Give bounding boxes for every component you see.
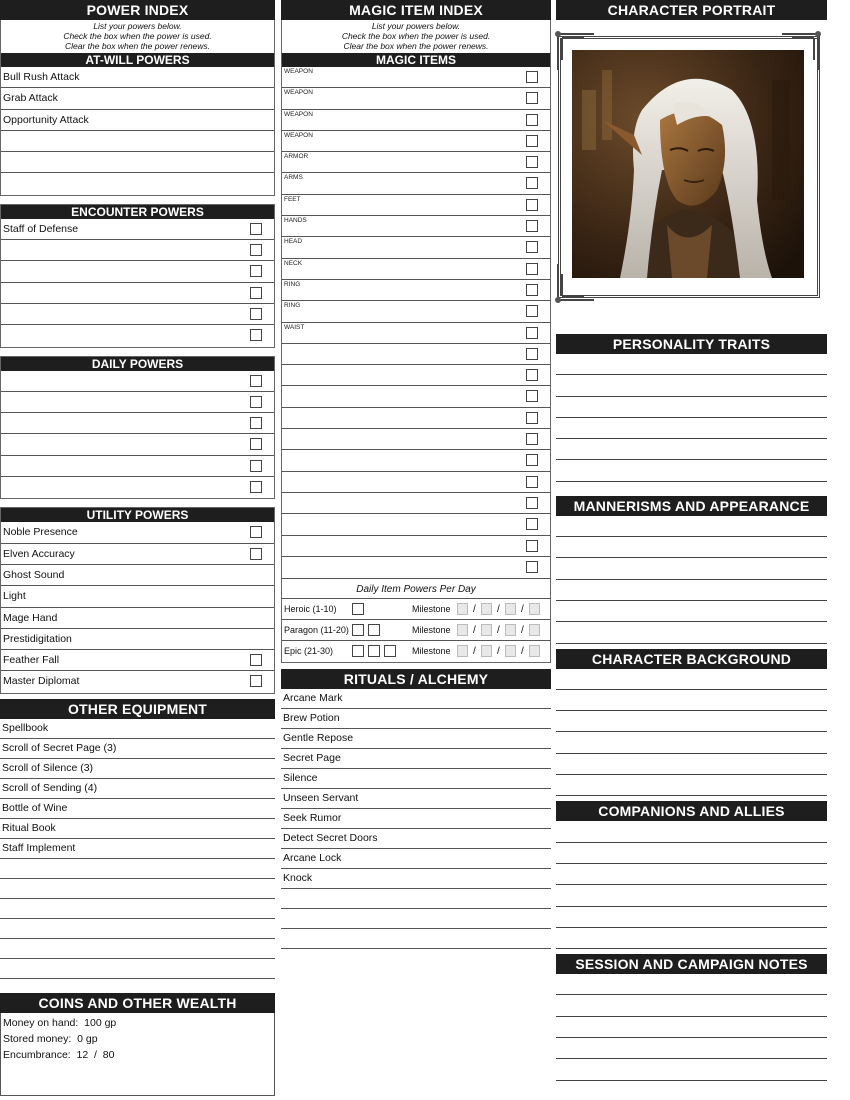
ritual-row[interactable] [281, 729, 551, 749]
used-checkbox[interactable] [250, 329, 262, 341]
equipment-row[interactable] [0, 759, 275, 779]
magic-item-row[interactable] [282, 195, 550, 216]
ritual-name: Silence [283, 772, 318, 785]
milestone-label: Milestone [412, 646, 451, 657]
encounter-power-row[interactable] [1, 219, 274, 240]
daily-power-row[interactable] [1, 477, 274, 498]
equipment-row[interactable] [0, 819, 275, 839]
daily-power-row[interactable] [1, 371, 274, 392]
character-details-column [556, 0, 827, 1100]
magic-item-row[interactable] [282, 237, 550, 258]
item-slot-label: HEAD [284, 238, 303, 246]
used-checkbox[interactable] [526, 390, 538, 402]
ritual-name: Seek Rumor [283, 812, 342, 825]
milestone-box[interactable] [481, 624, 492, 636]
at-will-powers-list [1, 67, 274, 195]
daily-power-row[interactable] [1, 413, 274, 434]
ritual-name: Detect Secret Doors [283, 832, 378, 845]
item-slot-label: WEAPON [284, 131, 313, 139]
used-checkbox[interactable] [526, 71, 538, 83]
magic-item-row[interactable] [282, 323, 550, 344]
separator: / [473, 604, 476, 616]
at-will-power-row[interactable] [1, 152, 274, 173]
item-slot-label: FEET [284, 195, 301, 203]
used-checkbox[interactable] [526, 114, 538, 126]
encounter-power-row[interactable] [1, 283, 274, 304]
magic-item-instructions [282, 20, 550, 53]
session-notes-title: SESSION AND CAMPAIGN NOTES [556, 954, 827, 974]
equipment-row[interactable] [0, 719, 275, 739]
used-checkbox[interactable] [250, 675, 262, 687]
magic-item-row[interactable] [282, 216, 550, 237]
item-slot-label: HANDS [284, 217, 307, 225]
magic-item-row[interactable] [282, 131, 550, 152]
mannerisms-lines[interactable] [556, 516, 827, 644]
magic-item-row[interactable] [282, 344, 550, 365]
utility-power-row[interactable] [1, 671, 274, 692]
milestone-label: Milestone [412, 604, 451, 615]
companions-lines[interactable] [556, 821, 827, 949]
equipment-name: Scroll of Silence (3) [2, 761, 94, 774]
ritual-name: Knock [283, 872, 313, 885]
equipment-name: Ritual Book [2, 821, 56, 834]
equipment-row[interactable] [0, 839, 275, 859]
separator: / [497, 625, 500, 637]
instruction-line: Check the box when the power is used. [341, 31, 491, 41]
encounter-power-row[interactable] [1, 240, 274, 261]
ritual-name: Gentle Repose [283, 732, 354, 745]
encounter-power-row[interactable] [1, 304, 274, 325]
magic-item-row[interactable] [282, 365, 550, 386]
utility-powers-box [0, 507, 275, 693]
daily-power-row[interactable] [1, 392, 274, 413]
separator: / [521, 604, 524, 616]
equipment-row[interactable] [0, 879, 275, 899]
encounter-power-row[interactable] [1, 325, 274, 346]
tier-label: Epic (21-30) [284, 646, 334, 657]
daily-use-checkbox[interactable] [368, 624, 380, 636]
used-checkbox[interactable] [526, 327, 538, 339]
character-background-lines[interactable] [556, 669, 827, 797]
milestone-box[interactable] [481, 603, 492, 615]
power-name: Noble Presence [3, 526, 78, 539]
milestone-box[interactable] [529, 645, 540, 657]
used-checkbox[interactable] [526, 412, 538, 424]
item-slot-label: NECK [284, 259, 303, 267]
money-on-hand[interactable]: Money on hand: 100 gp [3, 1016, 117, 1029]
equipment-row[interactable] [0, 919, 275, 939]
used-checkbox[interactable] [526, 348, 538, 360]
wealth-box [0, 1013, 275, 1096]
used-checkbox[interactable] [250, 244, 262, 256]
at-will-power-row[interactable] [1, 173, 274, 194]
item-slot-label: ARMS [284, 174, 303, 182]
utility-power-row[interactable] [1, 565, 274, 586]
power-index-instructions [1, 20, 274, 53]
character-portrait-title: CHARACTER PORTRAIT [556, 0, 827, 20]
utility-power-row[interactable] [1, 650, 274, 671]
daily-powers-box [0, 356, 275, 500]
equipment-row[interactable] [0, 939, 275, 959]
daily-power-row[interactable] [1, 434, 274, 455]
equipment-row[interactable] [0, 779, 275, 799]
ritual-row[interactable] [281, 909, 551, 929]
instruction-line: Clear the box when the power renews. [64, 41, 211, 51]
personality-traits-lines[interactable] [556, 354, 827, 482]
milestone-box[interactable] [457, 624, 468, 636]
daily-use-checkbox[interactable] [352, 603, 364, 615]
daily-power-row[interactable] [1, 456, 274, 477]
used-checkbox[interactable] [526, 433, 538, 445]
used-checkbox[interactable] [250, 375, 262, 387]
instruction-line: List your powers below. [371, 21, 461, 31]
instruction-line: Check the box when the power is used. [63, 31, 212, 41]
power-name: Bull Rush Attack [3, 71, 80, 83]
used-checkbox[interactable] [526, 561, 538, 573]
magic-item-row[interactable] [282, 386, 550, 407]
magic-item-row[interactable] [282, 301, 550, 322]
used-checkbox[interactable] [526, 177, 538, 189]
magic-items-list [282, 67, 550, 578]
used-checkbox[interactable] [526, 454, 538, 466]
separator: / [521, 625, 524, 637]
magic-items-header: MAGIC ITEMS [282, 53, 550, 67]
used-checkbox[interactable] [250, 417, 262, 429]
ritual-row[interactable] [281, 689, 551, 709]
other-equipment-list [0, 719, 275, 979]
item-slot-label: WEAPON [284, 68, 313, 75]
milestone-box[interactable] [505, 645, 516, 657]
tier-row-paragon [282, 620, 550, 641]
personality-traits-title: PERSONALITY TRAITS [556, 334, 827, 354]
encounter-power-row[interactable] [1, 261, 274, 282]
equipment-row[interactable] [0, 859, 275, 879]
instruction-line: List your powers below. [93, 21, 182, 31]
magic-item-row[interactable] [282, 450, 550, 471]
milestone-box[interactable] [505, 624, 516, 636]
instruction-line: Clear the box when the power renews. [343, 41, 489, 51]
used-checkbox[interactable] [250, 265, 262, 277]
used-checkbox[interactable] [526, 540, 538, 552]
ritual-row[interactable] [281, 889, 551, 909]
encumbrance[interactable]: Encumbrance: 12 / 80 [3, 1048, 115, 1061]
tier-row-heroic [282, 599, 550, 620]
milestone-box[interactable] [481, 645, 492, 657]
milestone-box[interactable] [457, 603, 468, 615]
rituals-list [281, 689, 551, 949]
power-name: Master Diplomat [3, 675, 80, 688]
used-checkbox[interactable] [250, 526, 262, 538]
magic-item-row[interactable] [282, 173, 550, 194]
used-checkbox[interactable] [250, 308, 262, 320]
equipment-name: Scroll of Sending (4) [2, 781, 98, 794]
used-checkbox[interactable] [526, 156, 538, 168]
used-checkbox[interactable] [526, 284, 538, 296]
utility-power-row[interactable] [1, 586, 274, 607]
at-will-power-row[interactable] [1, 67, 274, 88]
magic-item-row[interactable] [282, 280, 550, 301]
daily-use-checkbox[interactable] [352, 624, 364, 636]
companions-title: COMPANIONS AND ALLIES [556, 801, 827, 821]
daily-powers-list [1, 371, 274, 499]
magic-item-row[interactable] [282, 67, 550, 88]
magic-item-row[interactable] [282, 557, 550, 578]
ritual-name: Secret Page [283, 752, 341, 765]
power-name: Prestidigitation [3, 632, 72, 645]
used-checkbox[interactable] [526, 369, 538, 381]
used-checkbox[interactable] [526, 476, 538, 488]
tier-label: Heroic (1-10) [284, 604, 337, 615]
magic-item-row[interactable] [282, 514, 550, 535]
power-name: Opportunity Attack [3, 113, 89, 126]
magic-item-row[interactable] [282, 472, 550, 493]
ritual-row[interactable] [281, 829, 551, 849]
power-name: Mage Hand [3, 611, 58, 624]
magic-item-row[interactable] [282, 110, 550, 131]
daily-use-checkbox[interactable] [384, 645, 396, 657]
used-checkbox[interactable] [526, 518, 538, 530]
item-slot-label: RING [284, 280, 301, 288]
other-equipment-title: OTHER EQUIPMENT [0, 699, 275, 719]
at-will-power-row[interactable] [1, 110, 274, 131]
used-checkbox[interactable] [526, 305, 538, 317]
ritual-name: Arcane Lock [283, 852, 342, 865]
ritual-name: Brew Potion [283, 712, 340, 725]
wealth-title: COINS AND OTHER WEALTH [0, 993, 275, 1013]
used-checkbox[interactable] [250, 548, 262, 560]
power-name: Light [3, 590, 26, 603]
ritual-row[interactable] [281, 789, 551, 809]
encounter-powers-box [0, 204, 275, 348]
ritual-name: Arcane Mark [283, 692, 343, 705]
magic-item-row[interactable] [282, 88, 550, 109]
at-will-power-row[interactable] [1, 88, 274, 109]
equipment-row[interactable] [0, 959, 275, 979]
milestone-box[interactable] [529, 624, 540, 636]
equipment-name: Spellbook [2, 721, 49, 734]
portrait-image [572, 50, 804, 278]
used-checkbox[interactable] [250, 654, 262, 666]
ritual-row[interactable] [281, 929, 551, 949]
ritual-row[interactable] [281, 709, 551, 729]
used-checkbox[interactable] [526, 135, 538, 147]
character-background-title: CHARACTER BACKGROUND [556, 649, 827, 669]
milestone-box[interactable] [529, 603, 540, 615]
power-name: Feather Fall [3, 654, 60, 667]
magic-item-row[interactable] [282, 408, 550, 429]
item-slot-label: ARMOR [284, 153, 309, 161]
equipment-row[interactable] [0, 799, 275, 819]
equipment-name: Bottle of Wine [2, 801, 68, 814]
used-checkbox[interactable] [250, 287, 262, 299]
character-portrait[interactable] [556, 20, 827, 302]
stored-money[interactable]: Stored money: 0 gp [3, 1032, 98, 1045]
power-name: Grab Attack [3, 92, 58, 105]
separator: / [497, 604, 500, 616]
milestone-label: Milestone [412, 625, 451, 636]
rituals-title: RITUALS / ALCHEMY [281, 669, 551, 689]
magic-item-column [281, 0, 551, 949]
separator: / [473, 625, 476, 637]
magic-item-box [281, 20, 551, 663]
tier-row-epic [282, 641, 550, 662]
daily-powers-header: DAILY POWERS [1, 357, 274, 371]
encounter-powers-list [1, 219, 274, 347]
item-slot-label: WEAPON [284, 110, 313, 118]
ritual-row[interactable] [281, 849, 551, 869]
used-checkbox[interactable] [526, 497, 538, 509]
power-name: Elven Accuracy [3, 547, 75, 560]
used-checkbox[interactable] [526, 220, 538, 232]
utility-power-row[interactable] [1, 608, 274, 629]
magic-item-row[interactable] [282, 429, 550, 450]
magic-item-row[interactable] [282, 259, 550, 280]
separator: / [521, 646, 524, 658]
separator: / [473, 646, 476, 658]
power-index-box [0, 20, 275, 196]
item-slot-label: WAIST [284, 323, 305, 331]
used-checkbox[interactable] [526, 263, 538, 275]
utility-powers-header: UTILITY POWERS [1, 508, 274, 522]
separator: / [497, 646, 500, 658]
milestone-box[interactable] [457, 645, 468, 657]
ritual-name: Unseen Servant [283, 792, 359, 805]
encounter-powers-header: ENCOUNTER POWERS [1, 205, 274, 219]
equipment-name: Scroll of Secret Page (3) [2, 741, 117, 754]
tier-label: Paragon (11-20) [284, 625, 349, 636]
used-checkbox[interactable] [250, 223, 262, 235]
magic-item-row[interactable] [282, 493, 550, 514]
equipment-name: Staff Implement [2, 841, 76, 854]
magic-item-row[interactable] [282, 536, 550, 557]
power-name: Staff of Defense [3, 222, 79, 235]
magic-item-index-title: MAGIC ITEM INDEX [281, 0, 551, 20]
daily-item-powers-title: Daily Item Powers Per Day [282, 578, 550, 599]
used-checkbox[interactable] [526, 92, 538, 104]
at-will-power-row[interactable] [1, 131, 274, 152]
daily-use-checkbox[interactable] [368, 645, 380, 657]
utility-powers-list [1, 522, 274, 692]
ritual-row[interactable] [281, 769, 551, 789]
mannerisms-title: MANNERISMS AND APPEARANCE [556, 496, 827, 516]
power-name: Ghost Sound [3, 568, 65, 581]
item-slot-label: WEAPON [284, 89, 313, 97]
used-checkbox[interactable] [526, 199, 538, 211]
used-checkbox[interactable] [526, 241, 538, 253]
item-slot-label: RING [284, 302, 301, 310]
daily-use-checkbox[interactable] [352, 645, 364, 657]
utility-power-row[interactable] [1, 544, 274, 565]
ritual-row[interactable] [281, 869, 551, 889]
session-notes-lines[interactable] [556, 974, 827, 1100]
utility-power-row[interactable] [1, 522, 274, 543]
power-index-column [0, 0, 275, 1096]
milestone-box[interactable] [505, 603, 516, 615]
at-will-powers-header: AT-WILL POWERS [1, 53, 274, 67]
utility-power-row[interactable] [1, 629, 274, 650]
used-checkbox[interactable] [250, 396, 262, 408]
equipment-row[interactable] [0, 899, 275, 919]
used-checkbox[interactable] [250, 481, 262, 493]
magic-item-row[interactable] [282, 152, 550, 173]
ritual-row[interactable] [281, 809, 551, 829]
ritual-row[interactable] [281, 749, 551, 769]
used-checkbox[interactable] [250, 438, 262, 450]
used-checkbox[interactable] [250, 460, 262, 472]
equipment-row[interactable] [0, 739, 275, 759]
power-index-title: POWER INDEX [0, 0, 275, 20]
